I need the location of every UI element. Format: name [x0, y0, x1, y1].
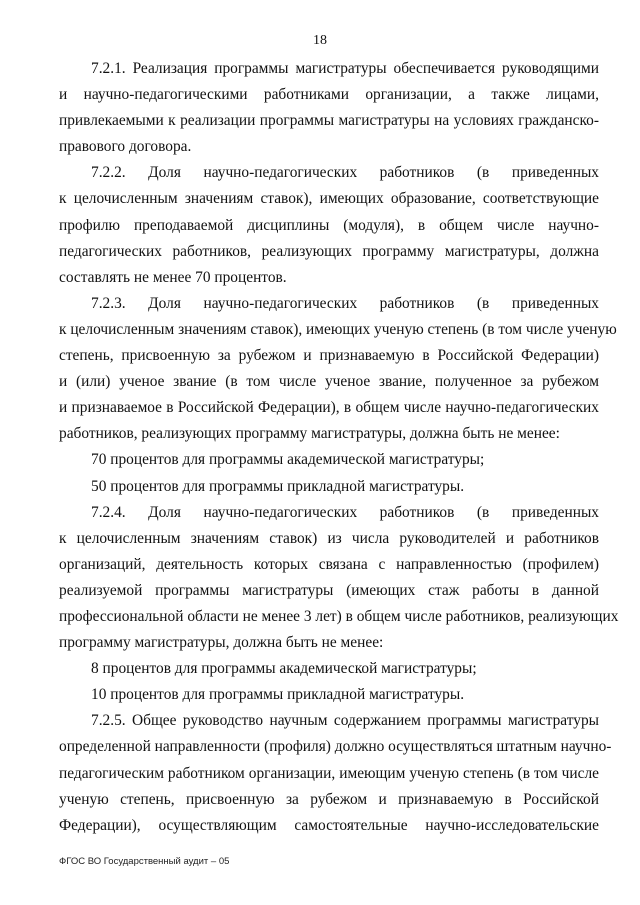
- text-line: работников, реализующих программу магистратуры, должна быть не менее:: [59, 425, 560, 443]
- text-line: и (или) ученое звание (в том числе ученое звание, полученное за рубежом: [59, 373, 599, 391]
- text-line: правового договора.: [59, 138, 192, 156]
- text-line: профилю преподаваемой дисциплины (модуля), в общем числе научно-: [59, 216, 599, 234]
- text-line: и научно-педагогическими работниками организации, а также лицами,: [59, 86, 599, 104]
- paragraph: [59, 500, 619, 657]
- text-line: определенной направленности (профиля) должно осуществляться штатным научно-: [59, 738, 612, 756]
- text-line: реализуемой программы магистратуры (имеющих стаж работы в данной: [59, 581, 599, 599]
- page-number: 18: [313, 33, 327, 48]
- text-line: 50 процентов для программы прикладной магистратуры.: [91, 477, 465, 495]
- text-line: 7.2.4. Доля научно-педагогических работников (в приведенных: [91, 503, 599, 521]
- text-line: 7.2.5. Общее руководство научным содержанием программы магистратуры: [91, 712, 599, 730]
- text-line: 7.2.2. Доля научно-педагогических работников (в приведенных: [91, 164, 599, 182]
- document-body: [59, 56, 619, 839]
- paragraph: [59, 708, 612, 838]
- text-line: программу магистратуры, должна быть не менее:: [59, 634, 384, 652]
- text-line: профессиональной области не менее 3 лет) в общем числе работников, реализующих: [59, 607, 619, 625]
- text-line: 70 процентов для программы академической магистратуры;: [91, 451, 485, 469]
- text-line: 7.2.3. Доля научно-педагогических работников (в приведенных: [91, 294, 599, 312]
- footer-label: ФГОС ВО Государственный аудит – 05: [59, 856, 230, 867]
- paragraph: [59, 474, 599, 500]
- text-line: привлекаемыми к реализации программы магистратуры на условиях гражданско-: [59, 112, 599, 130]
- text-line: и признаваемое в Российской Федерации), в общем числе научно-педагогических: [59, 399, 599, 417]
- text-line: 8 процентов для программы академической магистратуры;: [91, 660, 477, 678]
- paragraph: [59, 682, 599, 708]
- text-line: составлять не менее 70 процентов.: [59, 268, 287, 286]
- text-line: педагогическим работником организации, имеющим ученую степень (в том числе: [59, 764, 599, 782]
- text-line: к целочисленным значениям ставок) из числа руководителей и работников: [59, 529, 599, 547]
- text-line: ученую степень, присвоенную за рубежом и признаваемую в Российской: [59, 790, 599, 808]
- text-line: степень, присвоенную за рубежом и признаваемую в Российской Федерации): [59, 347, 599, 365]
- paragraph: [59, 291, 617, 448]
- text-line: педагогических работников, реализующих программу магистратуры, должна: [59, 242, 599, 260]
- text-line: к целочисленным значениям ставок), имеющих образование, соответствующие: [59, 190, 599, 208]
- text-line: организаций, деятельность которых связана с направленностью (профилем): [59, 555, 599, 573]
- paragraph: [59, 56, 599, 160]
- text-line: Федерации), осуществляющим самостоятельные научно-исследовательские: [59, 816, 599, 834]
- text-line: к целочисленным значениям ставок), имеющих ученую степень (в том числе ученую: [59, 320, 617, 338]
- paragraph: [59, 447, 599, 473]
- paragraph: [59, 160, 599, 290]
- paragraph: [59, 656, 599, 682]
- text-line: 7.2.1. Реализация программы магистратуры обеспечивается руководящими: [91, 60, 599, 77]
- text-line: 10 процентов для программы прикладной магистратуры.: [91, 686, 465, 704]
